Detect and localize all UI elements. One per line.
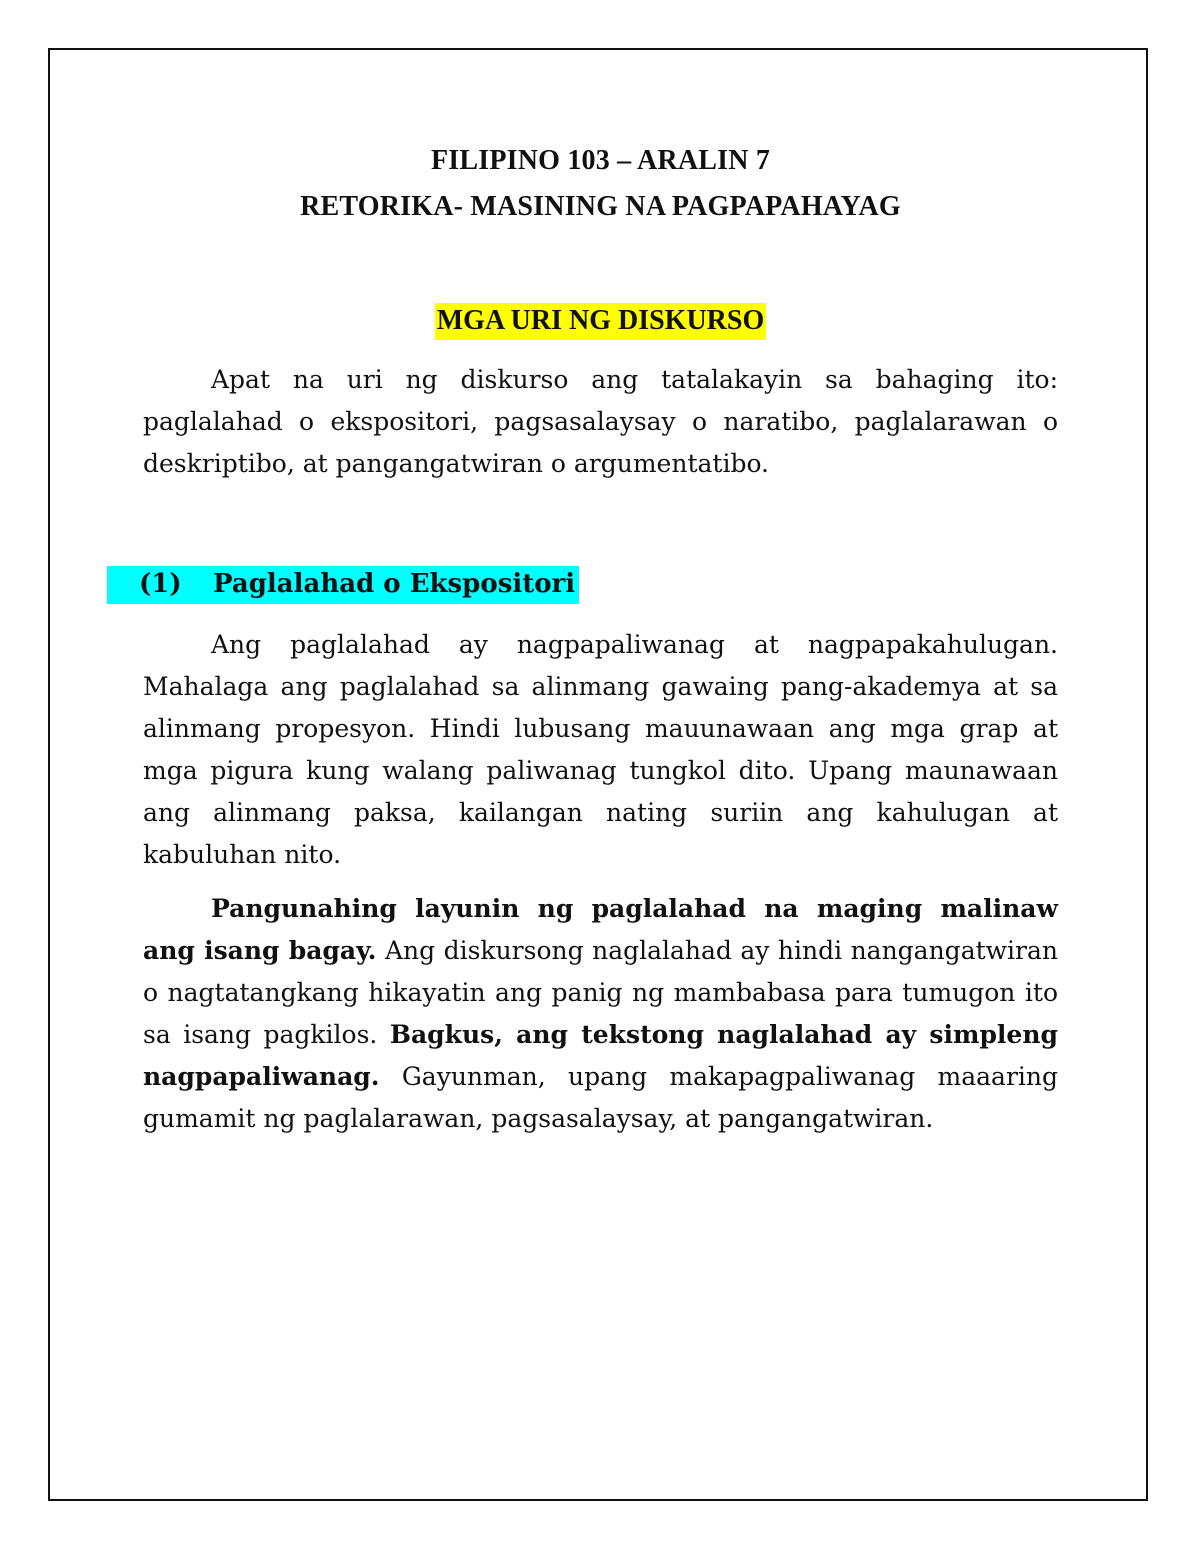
title-line-1: FILIPINO 103 – ARALIN 7 — [430, 145, 771, 176]
subheading-number: (1) — [139, 569, 182, 599]
subheading-highlight — [107, 566, 579, 604]
paragraph-3-text-2: Gayunman, upang makapagpaliwanag maaaring gumamit ng paglalarawan, pagsasalaysay, at pangangatwiran. — [143, 1062, 1058, 1133]
paragraph-3-bold-1: Pangunahing layunin ng paglalahad na maging malinaw ang isang bagay. — [143, 894, 1058, 965]
intro-paragraph: Apat na uri ng diskurso ang tatalakayin sa bahaging ito: paglalahad o ekspositori, pagsasalaysay o naratibo, paglalarawan o deskriptibo, at pangangatwiran o argumentatibo. — [143, 365, 1058, 478]
section-heading-text: MGA URI NG DISKURSO — [435, 303, 766, 340]
document-content — [139, 138, 1058, 1140]
title-line-2: RETORIKA- MASINING NA PAGPAPAHAYAG — [300, 191, 901, 222]
paragraph-3-bold-2: Bagkus, ang tekstong naglalahad ay simpleng nagpapaliwanag. — [143, 1020, 1058, 1091]
paragraph-2: Ang paglalahad ay nagpapaliwanag at nagpapakahulugan. Mahalaga ang paglalahad sa alinmang gawaing pang-akademya at sa alinmang propesyon. Hindi lubusang mauunawaan ang mga grap at mga pigura kung walang paliwanag tungkol dito. Upang maunawaan ang alinmang paksa, kailangan nating suriin ang kahulugan at kabuluhan nito. — [143, 630, 1058, 869]
subheading — [139, 561, 1058, 610]
section-heading — [143, 298, 1058, 347]
paragraph-3 — [143, 888, 1058, 1140]
paragraph-3-text-1: Ang diskursong naglalahad ay hindi nangangatwiran o nagtatangkang hikayatin ang panig ng mambabasa para tumugon ito sa isang pagkilos. — [143, 936, 1058, 1049]
subheading-label: Paglalahad o Ekspositori — [213, 569, 576, 599]
